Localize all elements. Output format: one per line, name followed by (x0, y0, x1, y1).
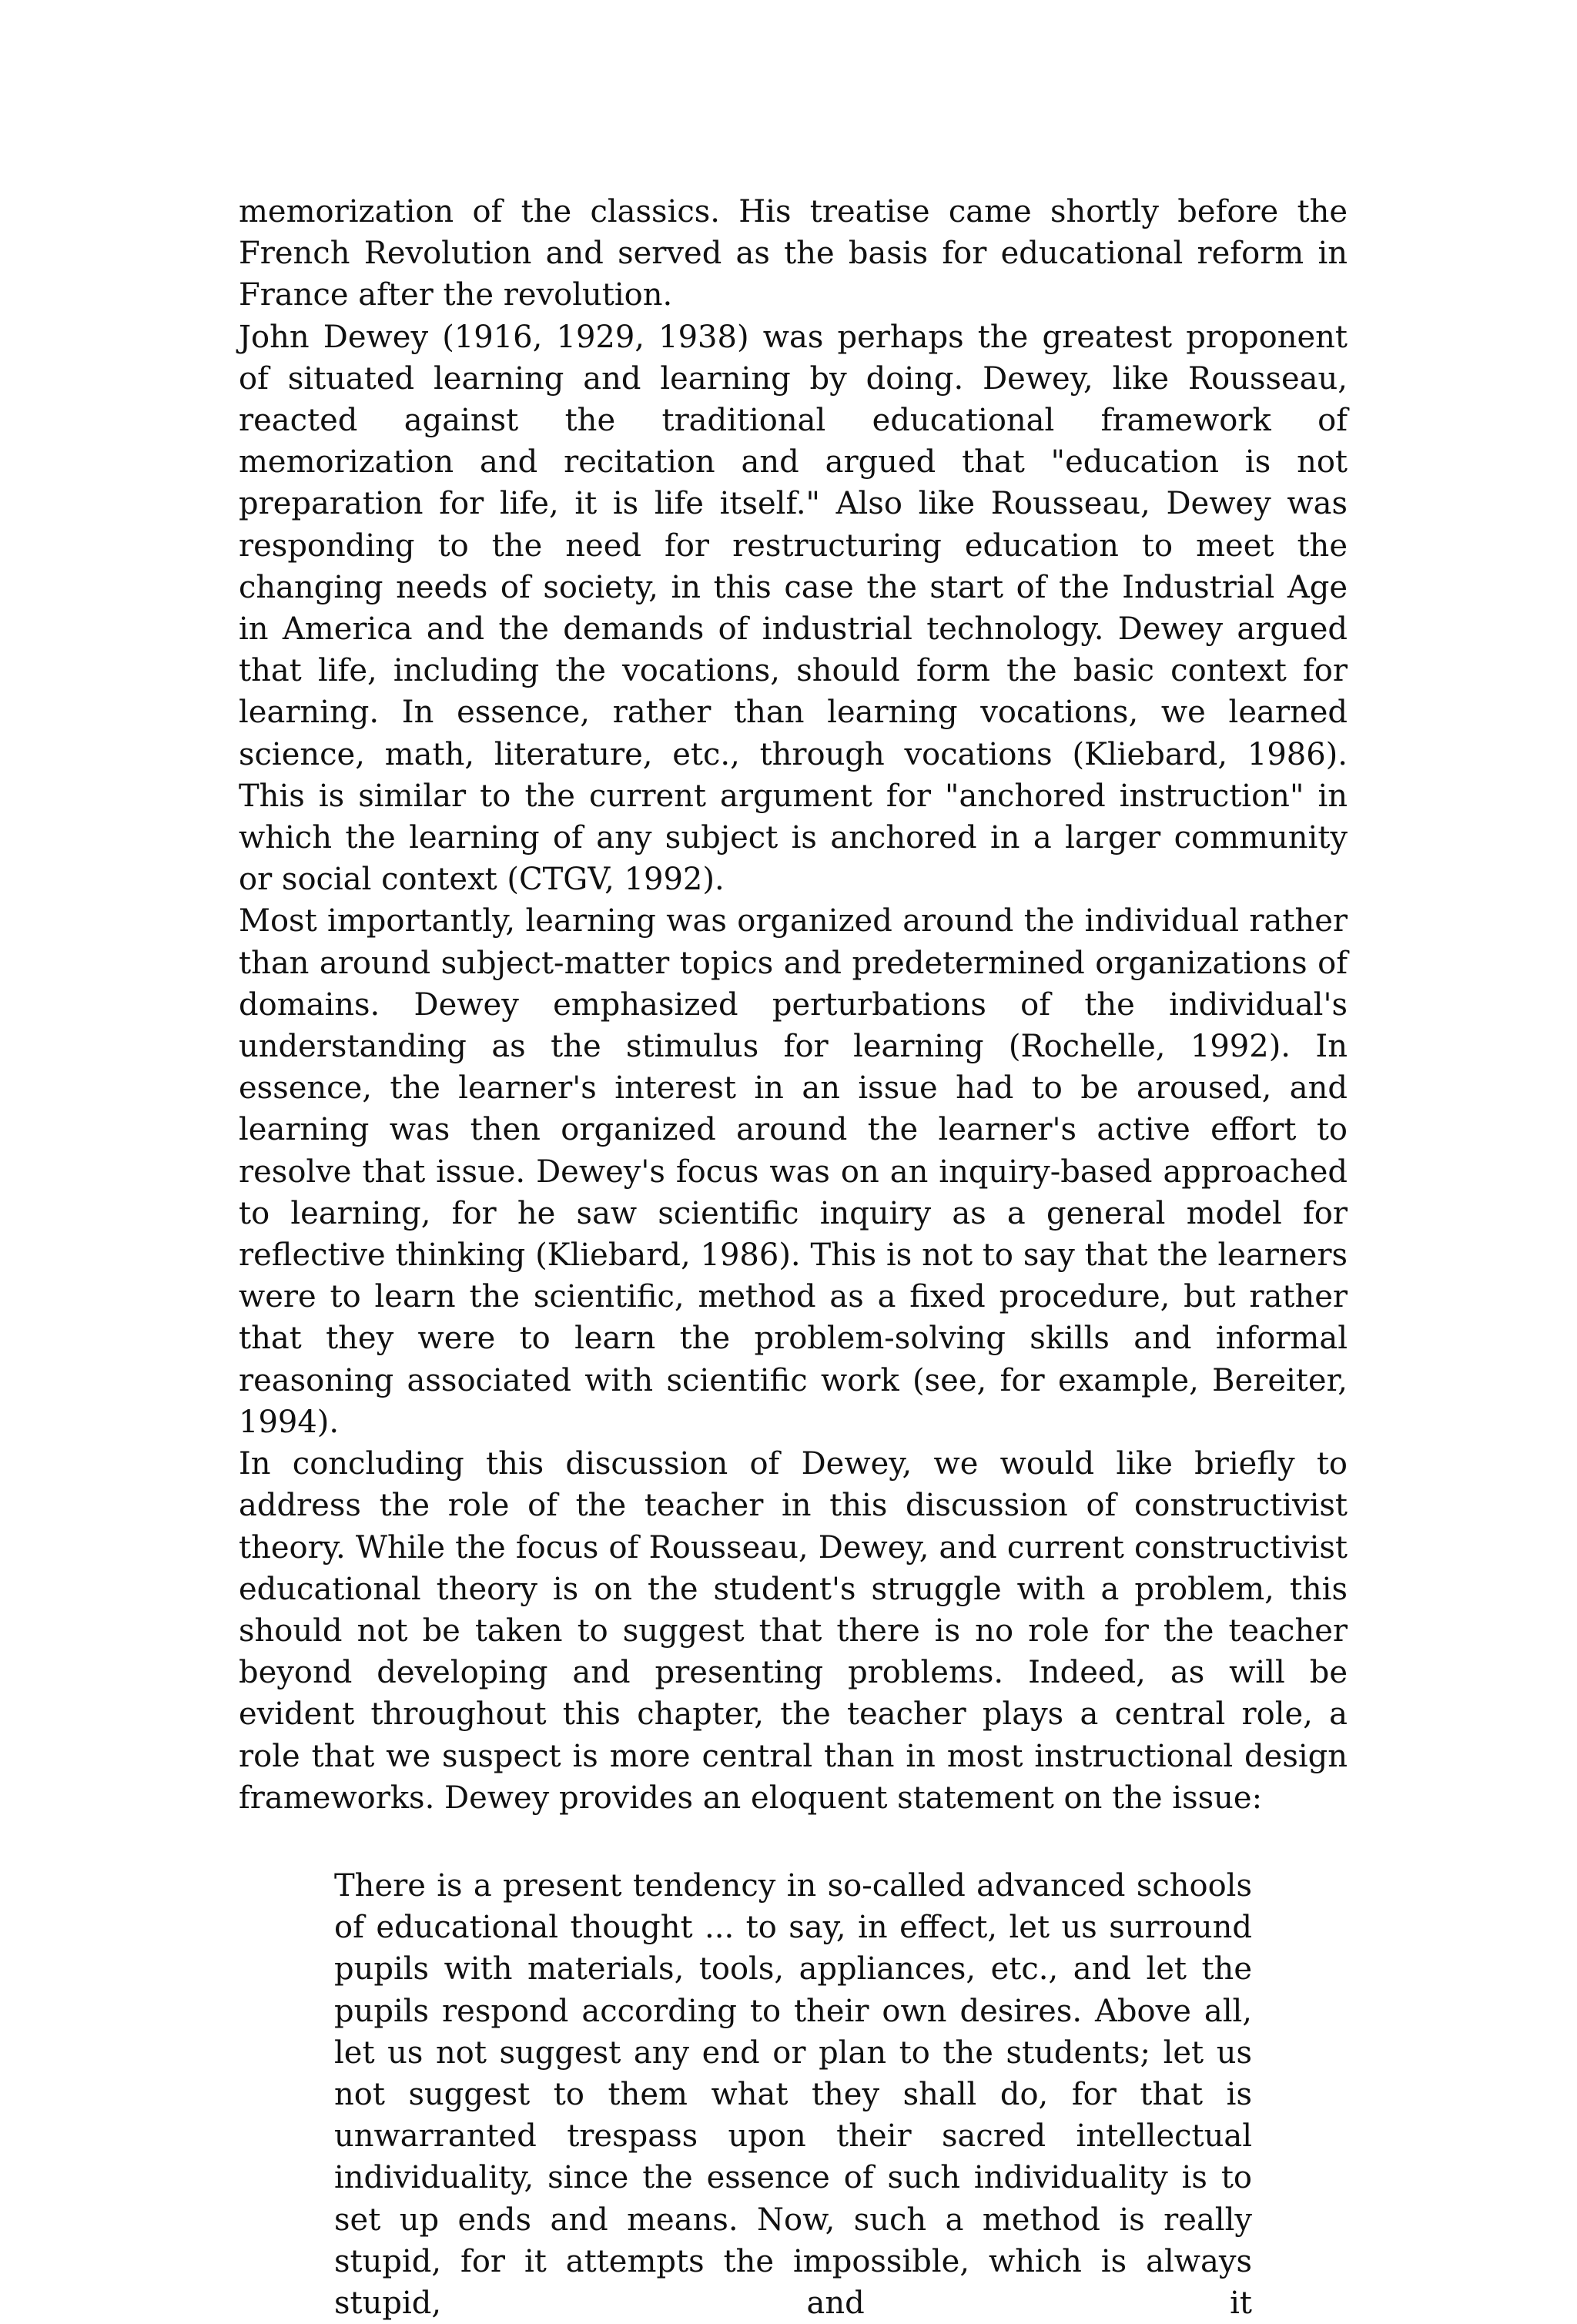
paragraph-dewey-situated-learning: John Dewey (1916, 1929, 1938) was perhaps the greatest proponent of situated learning and learning by doing. Dewey, like Rousseau, reacted against the traditional educational framework of memorization and recitation and argued that "education is not preparation for life, it is life itself." Also like Rousseau, Dewey was responding to the need for restructuring education to meet the changing needs of society, in this case the start of the Industrial Age in America and the demands of industrial technology. Dewey argued that life, including the vocations, should form the basic context for learning. In essence, rather than learning vocations, we learned science, math, literature, etc., through vocations (Kliebard, 1986). This is similar to the current argument for "anchored instruction" in which the learning of any subject is anchored in a larger community or social context (CTGV, 1992). (239, 319, 1348, 898)
paragraph-dewey-individual-learning: Most importantly, learning was organized around the individual rather than around subject-matter topics and predetermined organizations of domains. Dewey emphasized perturbations of the individual's understanding as the stimulus for learning (Rochelle, 1992). In essence, the learner's interest in an issue had to be aroused, and learning was then organized around the learner's active effort to resolve that issue. Dewey's focus was on an inquiry-based approached to learning, for he saw scientific inquiry as a general model for reflective thinking (Kliebard, 1986). This is not to say that the learners were to learn the scientific, method as a fixed procedure, but rather that they were to learn the problem-solving skills and informal reasoning associated with scientific work (see, for example, Bereiter, 1994). (239, 903, 1348, 1440)
page-body (239, 191, 1348, 2324)
paragraph-rousseau-conclusion: memorization of the classics. His treatise came shortly before the French Revolution and served as the basis for educational reform in France after the revolution. (239, 194, 1348, 313)
paragraph-teacher-role: In concluding this discussion of Dewey, we would like briefly to address the role of the teacher in this discussion of constructivist theory. While the focus of Rousseau, Dewey, and current constructivist educational theory is on the student's struggle with a problem, this should not be taken to suggest that there is no role for the teacher beyond developing and presenting problems. Indeed, as will be evident throughout this chapter, the teacher plays a central role, a role that we suspect is more central than in most instructional design frameworks. Dewey provides an eloquent statement on the issue: (239, 1446, 1348, 1816)
dewey-block-quote: There is a present tendency in so-called advanced schools of educational thought ... to say, in effect, let us surround pupils with materials, tools, appliances, etc., and let the pupils respond according to their own desires. Above all, let us not suggest any end or plan to the students; let us not suggest to them what they shall do, for that is unwarranted trespass upon their sacred intellectual individuality, since the essence of such individuality is to set up ends and means. Now, such a method is really stupid, for it attempts the impossible, which is always stupid, and it (334, 1867, 1252, 2321)
